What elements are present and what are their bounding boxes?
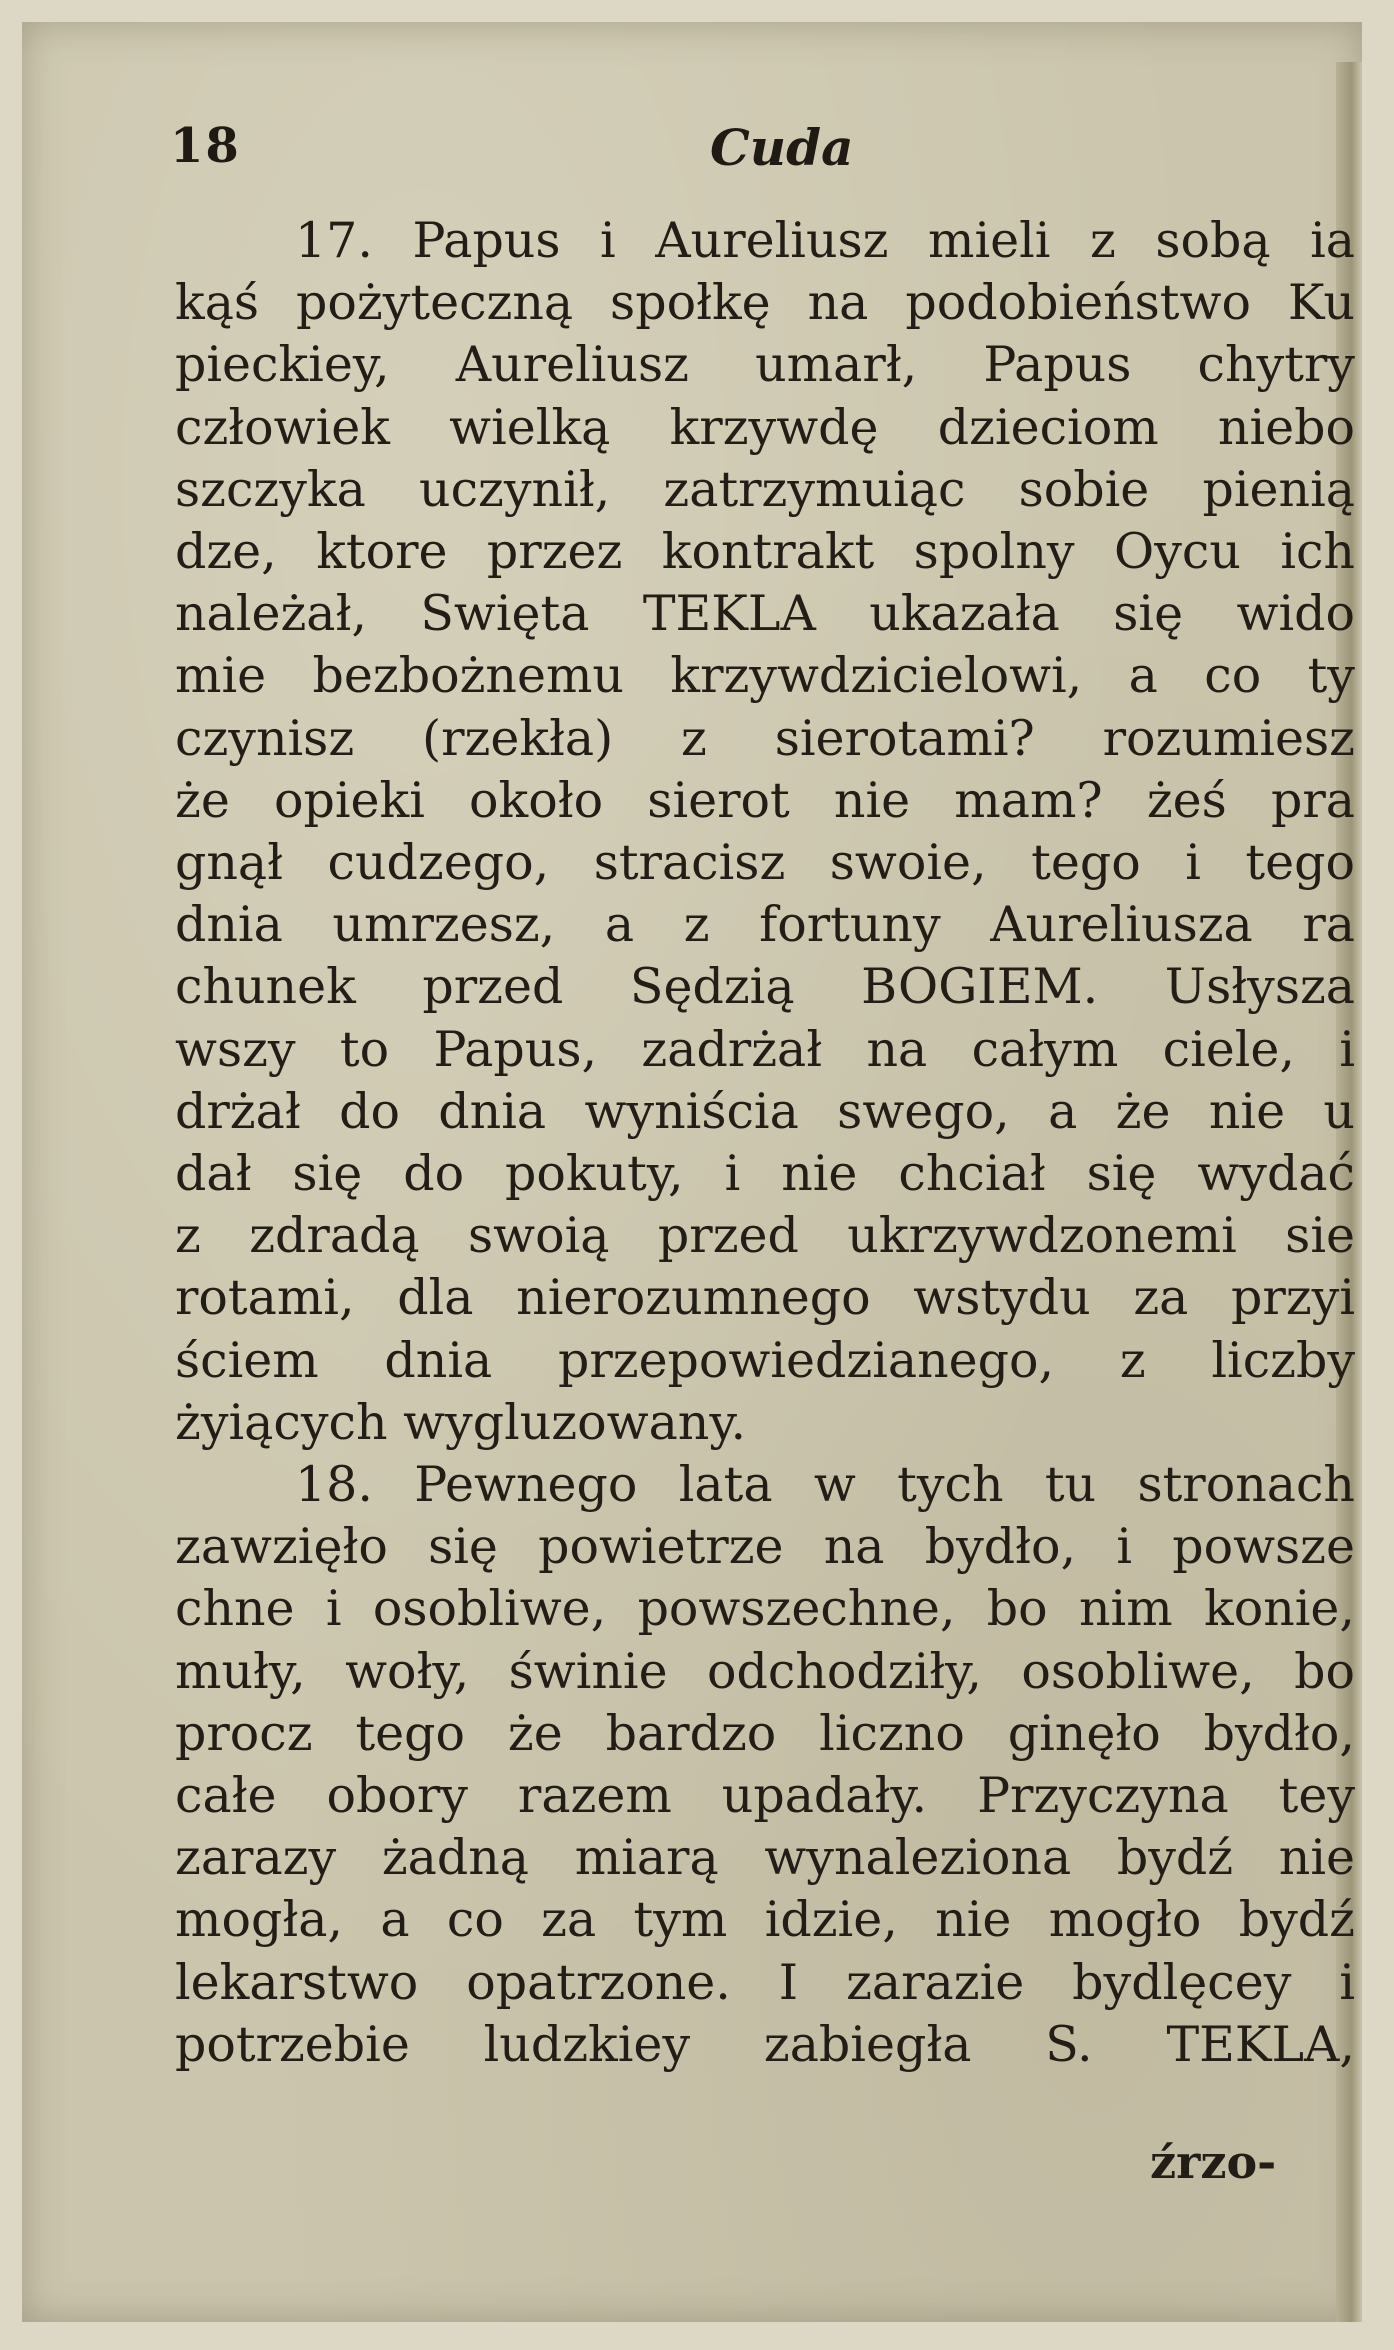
text-line: procz tego że bardzo liczno ginęło bydło, xyxy=(175,1704,1355,1762)
text-line: dze, ktore przez kontrakt spolny Oycu ich xyxy=(175,523,1355,581)
text-line: czynisz (rzekła) z sierotami? rozumiesz xyxy=(175,709,1355,767)
text-line: mie bezbożnemu krzywdzicielowi, a co ty xyxy=(175,647,1355,705)
text-line: zarazy żadną miarą wynaleziona bydź nie xyxy=(175,1829,1355,1887)
text-line: 18. Pewnego lata w tych tu stronach xyxy=(295,1456,1355,1514)
body-text xyxy=(175,210,1355,2076)
text-line: szczyka uczynił, zatrzymuiąc sobie pienią xyxy=(175,460,1355,518)
text-line: pieckiey, Aureliusz umarł, Papus chytry xyxy=(175,336,1355,394)
text-line: całe obory razem upadały. Przyczyna tey xyxy=(175,1767,1355,1825)
text-line: chunek przed Sędzią BOGIEM. Usłysza xyxy=(175,958,1355,1016)
text-line: chne i osobliwe, powszechne, bo nim konie, xyxy=(175,1580,1355,1638)
text-line: wszy to Papus, zadrżał na całym ciele, i xyxy=(175,1020,1355,1078)
text-line: należał, Swięta TEKLA ukazała się wido xyxy=(175,585,1355,643)
text-line: drżał do dnia wyniścia swego, a że nie u xyxy=(175,1082,1355,1140)
page-header xyxy=(170,118,1310,188)
text-line: gnął cudzego, stracisz swoie, tego i tego xyxy=(175,834,1355,892)
text-line: lekarstwo opatrzone. I zarazie bydlęcey i xyxy=(175,1953,1355,2011)
running-head: Cuda xyxy=(710,118,854,177)
text-line: z zdradą swoią przed ukrzywdzonemi sie xyxy=(175,1207,1355,1265)
text-line: dnia umrzesz, a z fortuny Aureliusza ra xyxy=(175,896,1355,954)
text-line: że opieki około sierot nie mam? żeś pra xyxy=(175,771,1355,829)
text-line: zawzięło się powietrze na bydło, i powsze xyxy=(175,1518,1355,1576)
text-line: mogła, a co za tym idzie, nie mogło bydź xyxy=(175,1891,1355,1949)
text-line: kąś pożyteczną społkę na podobieństwo Ku xyxy=(175,274,1355,332)
text-line: ściem dnia przepowiedzianego, z liczby xyxy=(175,1331,1355,1389)
page-number: 18 xyxy=(170,118,241,174)
text-line: potrzebie ludzkiey zabiegła S. TEKLA, xyxy=(175,2015,1355,2073)
text-line: muły, woły, świnie odchodziły, osobliwe, bo xyxy=(175,1642,1355,1700)
text-line: rotami, dla nierozumnego wstydu za przyi xyxy=(175,1269,1355,1327)
text-line: dał się do pokuty, i nie chciał się wydać xyxy=(175,1145,1355,1203)
text-line: 17. Papus i Aureliusz mieli z sobą ia xyxy=(295,212,1355,269)
text-line: człowiek wielką krzywdę dzieciom niebo xyxy=(175,398,1355,456)
text-line: żyiących wygluzowany. xyxy=(175,1393,747,1451)
catchword: źrzo- xyxy=(1150,2135,1277,2189)
